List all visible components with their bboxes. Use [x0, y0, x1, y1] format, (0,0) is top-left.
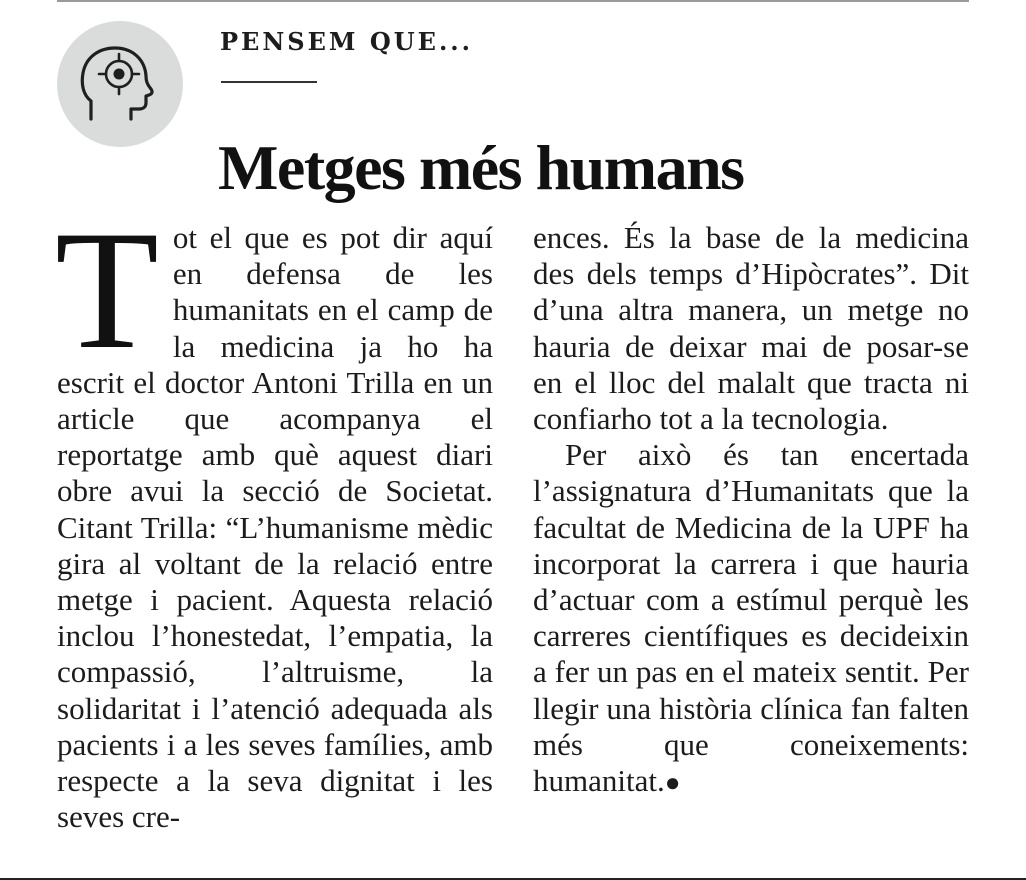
article-paragraph-2	[533, 437, 969, 801]
drop-cap: T	[55, 196, 159, 384]
page-title: Metges més humans	[218, 131, 744, 203]
top-rule	[57, 0, 969, 2]
end-mark-icon: ●	[664, 768, 681, 798]
article-paragraph-1	[55, 196, 493, 835]
article-paragraph-1-cont: ences. És la base de la medicina des dels temps d’Hipòcrates”. Dit d’una altra manera, un metge no hauria de deixar mai de posar-se en el lloc del malalt que tracta ni confiarho tot a la tecnologia.	[533, 220, 969, 437]
head-target-icon	[57, 21, 183, 147]
article-column-left	[55, 196, 493, 835]
kicker-divider	[221, 81, 317, 83]
section-kicker: PENSEM QUE...	[220, 27, 474, 56]
article-text-right-2: Per això és tan encertada l’assignatura d’Humanitats que la facultat de Medicina de la UPF ha incorporat la carrera i que hauria d’actuar com a estímul perquè les carreres científiques es decideixin a fer un pas en el mateix sentit. Per llegir una història clínica fan falten més que coneixements: humanitat.	[533, 437, 969, 799]
article-text-left: ot el que es pot dir aquí en defensa de les humanitats en el camp de la medicina ja ho ha escrit el doctor Antoni Trilla en un article que acompanya el reportatge amb què aquest diari obre avui la secció de Societat. Citant Trilla: “L’humanisme mèdic gira al voltant de la relació entre metge i pacient. Aquesta relació inclou l’honestedat, l’empatia, la compassió, l’altruisme, la solidaritat i l’atenció adequada als pacients i a les seves famílies, amb respecte a la seva dignitat i les seves cre-	[57, 220, 493, 835]
article-column-right	[533, 220, 969, 801]
